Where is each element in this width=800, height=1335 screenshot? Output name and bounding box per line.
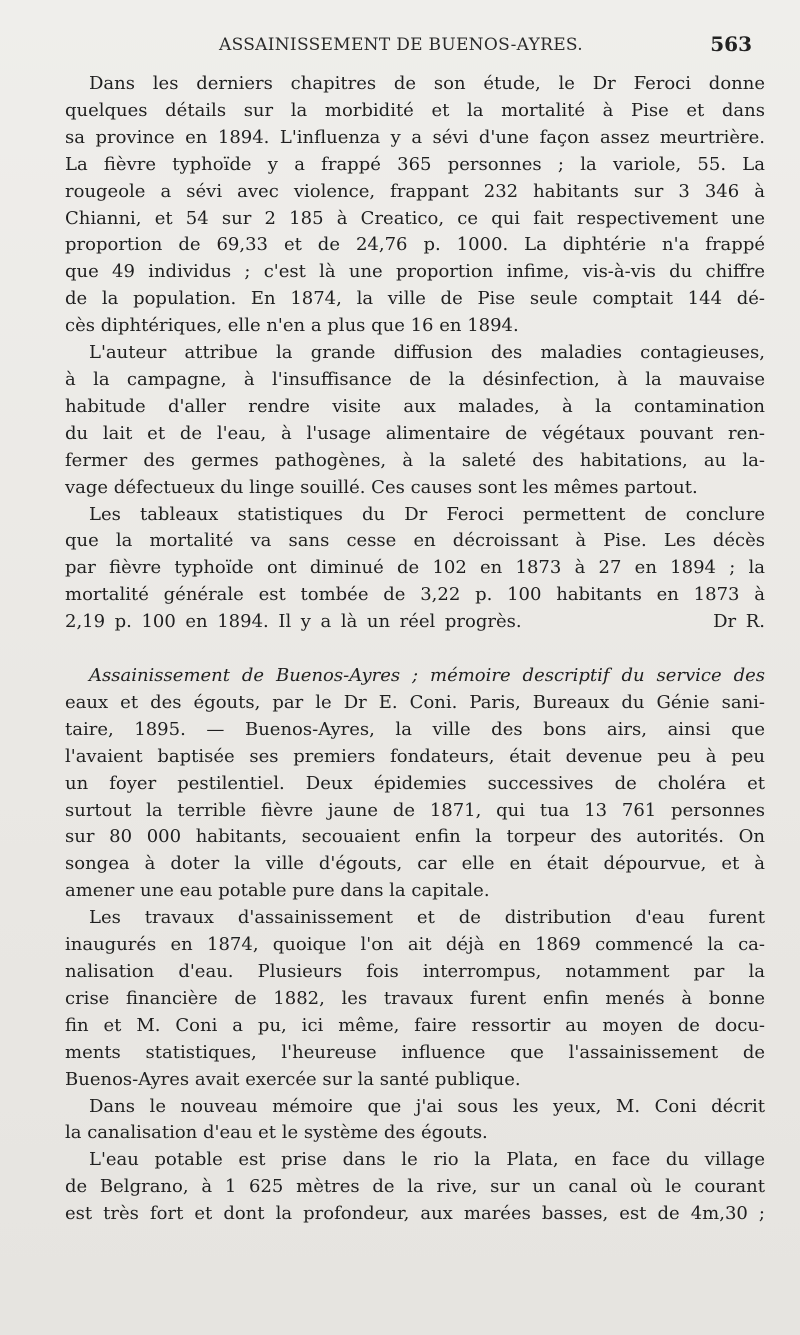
paragraph-new-memoir (65, 1094, 765, 1148)
text-line: un foyer pestilentiel. Deux épidemies successives de choléra et (65, 772, 765, 794)
text-line: habitude d'aller rendre visite aux malades, à la contamination (65, 395, 765, 417)
paragraph-potable-water (65, 1147, 765, 1228)
text-line: rougeole a sévi avec violence, frappant 232 habitants sur 3 346 à (65, 180, 765, 202)
paragraph-contagion-causes (65, 340, 765, 501)
text-line: crise financière de 1882, les travaux furent enfin menés à bonne (65, 987, 765, 1009)
text-line: taire, 1895. — Buenos-Ayres, la ville des bons airs, ainsi que (65, 718, 765, 740)
text-line: surtout la terrible fièvre jaune de 1871, qui tua 13 761 personnes (65, 799, 765, 821)
text-line: Les travaux d'assainissement et de distribution d'eau furent (89, 907, 765, 929)
text-line: sur 80 000 habitants, secouaient enfin la torpeur des autorités. On (65, 826, 765, 848)
text-line: La fièvre typhoïde y a frappé 365 personnes ; la variole, 55. La (65, 153, 765, 175)
text-line: amener une eau potable pure dans la capitale. (65, 880, 490, 902)
text-line: vage défectueux du linge souillé. Ces causes sont les mêmes partout. (65, 476, 698, 498)
running-header (0, 31, 800, 63)
page-number: 563 (710, 32, 752, 56)
text-line: par fièvre typhoïde ont diminué de 102 en 1873 à 27 en 1894 ; la (65, 557, 765, 579)
text-line: Dans les derniers chapitres de son étude, le Dr Feroci donne (89, 73, 765, 94)
paragraph-feroci-morbidity (65, 71, 765, 340)
text-line: est très fort et dont la profondeur, aux marées basses, est de 4m,30 ; (65, 1203, 765, 1225)
text-line: que la mortalité va sans cesse en décroissant à Pise. Les décès (65, 530, 765, 552)
text-line: l'avaient baptisée ses premiers fondateurs, était devenue peu à peu (65, 745, 765, 767)
text-line: nalisation d'eau. Plusieurs fois interrompus, notamment par la (65, 961, 765, 982)
text-line: L'eau potable est prise dans le rio la Plata, en face du village (89, 1149, 765, 1171)
body-text (65, 71, 765, 1228)
text-line: de la population. En 1874, la ville de Pise seule comptait 144 dé- (65, 288, 765, 310)
text-line: Chianni, et 54 sur 2 185 à Creatico, ce qui fait respectivement une (65, 207, 765, 229)
text-line: Dans le nouveau mémoire que j'ai sous les yeux, M. Coni décrit (89, 1095, 765, 1117)
paragraph-mortality-statistics (65, 502, 765, 637)
text-line: Buenos-Ayres avait exercée sur la santé publique. (65, 1068, 521, 1090)
text-line: sa province en 1894. L'influenza y a sévi d'une façon assez meurtrière. (65, 126, 765, 148)
text-line: fermer des germes pathogènes, à la saleté des habitations, au la- (65, 449, 765, 471)
paragraph-sanitation-works (65, 905, 765, 1093)
text-line: du lait et de l'eau, à l'usage alimentaire de végétaux pouvant ren- (65, 422, 765, 444)
text-line: la canalisation d'eau et le système des égouts. (65, 1122, 488, 1144)
text-line: proportion de 69,33 et de 24,76 p. 1000. La diphtérie n'a frappé (65, 234, 765, 256)
running-title: ASSAINISSEMENT DE BUENOS-AYRES. (219, 35, 583, 55)
text-line: ments statistiques, l'heureuse influence que l'assainissement de (65, 1041, 765, 1063)
text-line: songea à doter la ville d'égouts, car elle en était dépourvue, et à (65, 853, 765, 875)
text-line-review-title: Assainissement de Buenos-Ayres ; mémoire descriptif du service des (89, 665, 765, 687)
text-line: quelques détails sur la morbidité et la mortalité à Pise et dans (65, 99, 765, 121)
text-line: mortalité générale est tombée de 3,22 p. 100 habitants en 1873 à (65, 584, 765, 606)
text-line: que 49 individus ; c'est là une proportion infime, vis-à-vis du chiffre (65, 261, 765, 283)
paragraph-buenos-ayres-review (65, 663, 765, 905)
text-line: eaux et des égouts, par le Dr E. Coni. Paris, Bureaux du Génie sani- (65, 691, 765, 713)
text-line: Les tableaux statistiques du Dr Feroci permettent de conclure (89, 503, 765, 525)
text-line: inaugurés en 1874, quoique l'on ait déjà en 1869 commencé la ca- (65, 934, 765, 956)
text-line: cès diphtériques, elle n'en a plus que 16 en 1894. (65, 315, 519, 337)
text-line-with-signature: 2,19 p. 100 en 1894. Il y a là un réel progrès. Dr R. (65, 611, 765, 633)
text-line: fin et M. Coni a pu, ici même, faire ressortir au moyen de docu- (65, 1014, 765, 1036)
text-line: L'auteur attribue la grande diffusion des maladies contagieuses, (89, 342, 765, 364)
text-line: de Belgrano, à 1 625 mètres de la rive, sur un canal où le courant (65, 1176, 765, 1198)
section-gap (65, 636, 765, 663)
text-line: à la campagne, à l'insuffisance de la désinfection, à la mauvaise (65, 368, 765, 390)
